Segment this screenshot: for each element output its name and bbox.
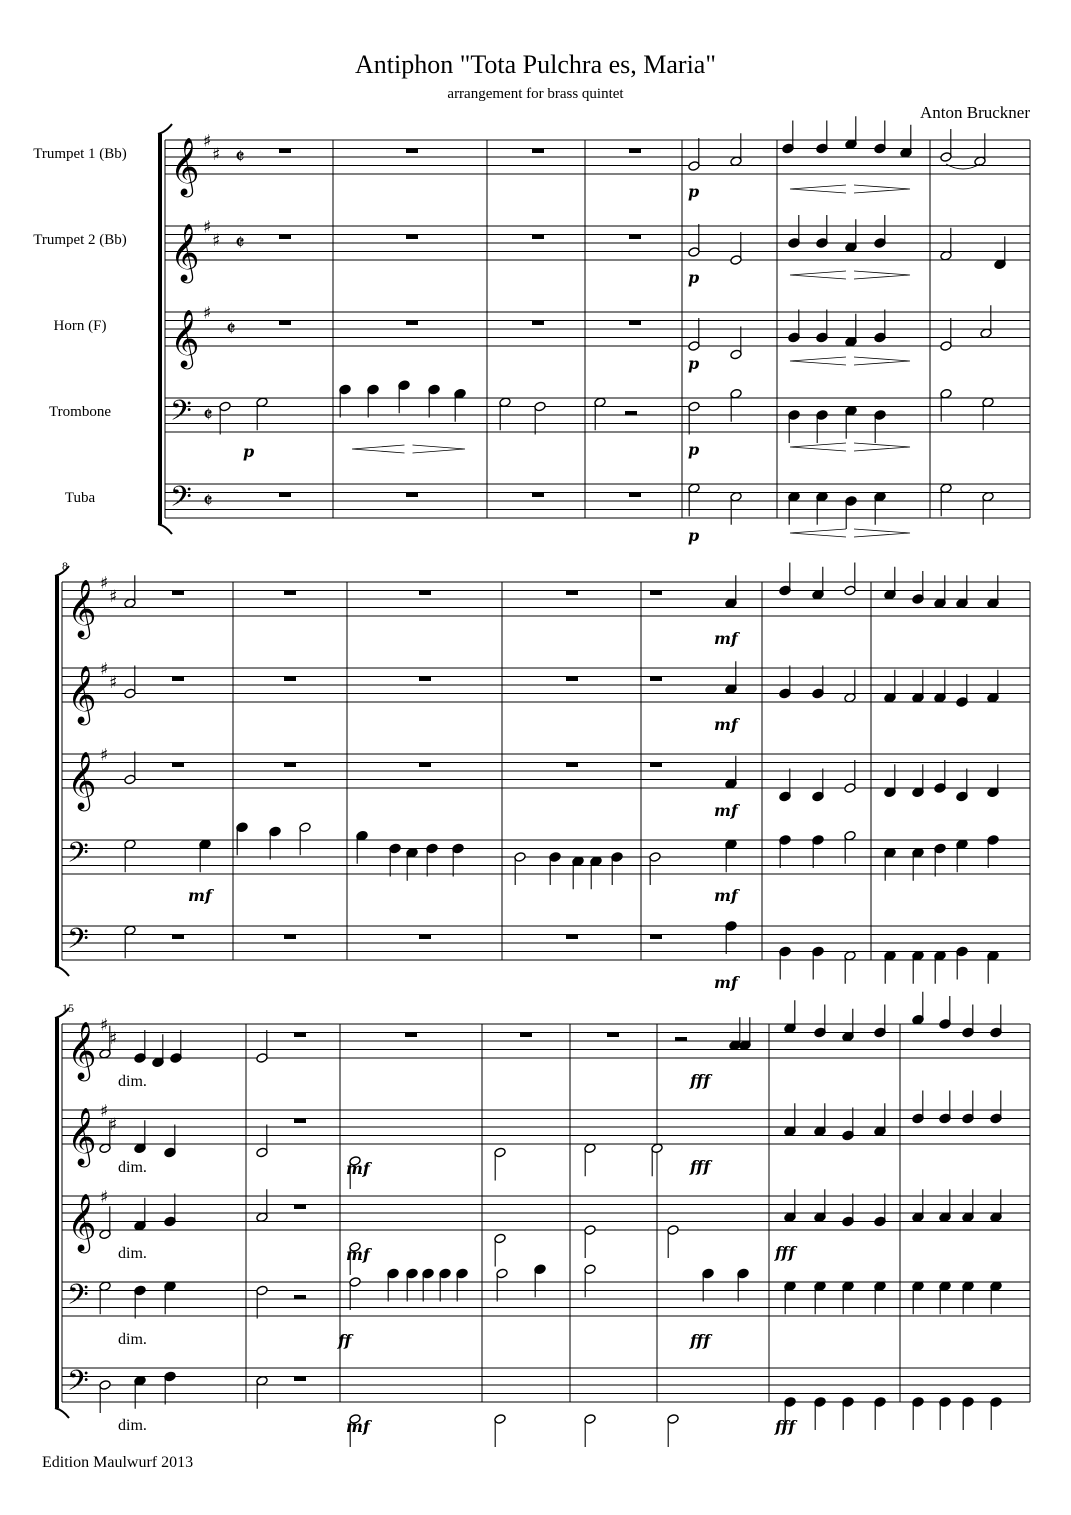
system-bracket (55, 1018, 59, 1408)
bass-clef-icon: 𝄢 (170, 480, 192, 521)
instrument-label-trumpet-1: Trumpet 1 (Bb) (33, 146, 127, 162)
whole-rest (629, 321, 641, 326)
dynamic-p: p (688, 440, 700, 459)
sharp-icon: ♯ (212, 230, 221, 251)
dynamic-fff: fff (775, 1417, 796, 1436)
whole-rest (406, 321, 418, 326)
dim-marking: dim. (118, 1073, 147, 1090)
whole-rest (172, 763, 184, 768)
whole-rest (566, 677, 578, 682)
decrescendo-hairpin (854, 357, 910, 365)
whole-rest (650, 935, 662, 940)
dynamic-ff: ff (338, 1331, 352, 1350)
whole-rest (566, 935, 578, 940)
time-signature-cut-common: 𝄵 (203, 403, 213, 428)
sharp-icon: ♯ (100, 659, 109, 680)
whole-rest (629, 493, 641, 498)
dim-marking: dim. (118, 1417, 147, 1434)
whole-rest (650, 763, 662, 768)
whole-rest (172, 677, 184, 682)
bass-clef-icon: 𝄢 (67, 922, 89, 963)
whole-rest (419, 591, 431, 596)
whole-rest (294, 1119, 306, 1124)
whole-rest (284, 935, 296, 940)
whole-rest (566, 591, 578, 596)
score-title: Antiphon "Tota Pulchra es, Maria" (355, 50, 716, 79)
whole-rest (294, 1205, 306, 1210)
whole-rest (279, 493, 291, 498)
whole-rest (279, 235, 291, 240)
tie (946, 164, 980, 169)
decrescendo-hairpin (854, 271, 910, 279)
treble-clef-icon: 𝄞 (67, 1107, 97, 1165)
whole-rest (405, 1033, 417, 1038)
dynamic-fff: fff (690, 1331, 711, 1350)
dynamic-mf: mf (714, 973, 738, 992)
crescendo-hairpin (790, 357, 846, 365)
whole-rest (532, 493, 544, 498)
instrument-label-horn: Horn (F) (53, 318, 107, 334)
dynamic-mf: mf (188, 886, 212, 905)
dim-marking: dim. (118, 1245, 147, 1262)
treble-clef-icon: 𝄞 (67, 1021, 97, 1079)
sharp-icon: ♯ (203, 303, 212, 324)
whole-rest (419, 677, 431, 682)
instrument-label-tuba: Tuba (64, 490, 96, 506)
bracket-top (158, 124, 172, 134)
whole-rest (419, 935, 431, 940)
bass-clef-icon: 𝄢 (67, 1364, 89, 1405)
treble-clef-icon: 𝄞 (67, 751, 97, 809)
crescendo-hairpin (790, 443, 846, 451)
sharp-icon: ♯ (212, 144, 221, 165)
whole-rest (629, 149, 641, 154)
dynamic-p: p (688, 182, 700, 201)
whole-rest (566, 763, 578, 768)
whole-rest (406, 493, 418, 498)
dynamic-fff: fff (690, 1157, 711, 1176)
system-bracket (55, 576, 59, 966)
whole-rest (419, 763, 431, 768)
dim-marking: dim. (118, 1159, 147, 1176)
bracket-bottom (55, 966, 69, 976)
decrescendo-hairpin (854, 529, 910, 537)
whole-rest (294, 1377, 306, 1382)
bracket-bottom (158, 524, 172, 534)
whole-rest (520, 1033, 532, 1038)
decrescendo-hairpin (854, 443, 910, 451)
sharp-icon: ♯ (109, 586, 118, 607)
dynamic-mf: mf (714, 715, 738, 734)
whole-rest (650, 591, 662, 596)
dynamic-mf: mf (346, 1417, 370, 1436)
treble-clef-icon: 𝄞 (67, 1193, 97, 1251)
crescendo-hairpin (790, 185, 846, 193)
bass-clef-icon: 𝄢 (67, 1278, 89, 1319)
treble-clef-icon: 𝄞 (170, 223, 200, 281)
system-bracket (158, 134, 162, 524)
instrument-label-trombone: Trombone (49, 404, 111, 420)
crescendo-hairpin (352, 445, 405, 453)
whole-rest (607, 1033, 619, 1038)
sharp-icon: ♯ (109, 1114, 118, 1135)
dynamic-mf: mf (714, 629, 738, 648)
whole-rest (294, 1033, 306, 1038)
sharp-icon: ♯ (100, 573, 109, 594)
whole-rest (532, 321, 544, 326)
composer-name: Anton Bruckner (919, 103, 1030, 122)
sharp-icon: ♯ (100, 1015, 109, 1036)
score-subtitle: arrangement for brass quintet (447, 86, 624, 102)
half-rest (625, 411, 637, 416)
bass-clef-icon: 𝄢 (67, 836, 89, 877)
sharp-icon: ♯ (100, 745, 109, 766)
decrescendo-hairpin (854, 185, 910, 193)
whole-rest (629, 235, 641, 240)
sharp-icon: ♯ (203, 131, 212, 152)
treble-clef-icon: 𝄞 (67, 579, 97, 637)
treble-clef-icon: 𝄞 (170, 309, 200, 367)
bass-clef-icon: 𝄢 (170, 394, 192, 435)
sharp-icon: ♯ (203, 217, 212, 238)
dynamic-p: p (243, 442, 255, 461)
crescendo-hairpin (790, 271, 846, 279)
dynamic-mf: mf (714, 801, 738, 820)
treble-clef-icon: 𝄞 (67, 665, 97, 723)
dynamic-p: p (688, 526, 700, 545)
whole-rest (279, 321, 291, 326)
whole-rest (284, 763, 296, 768)
dynamic-p: p (688, 354, 700, 373)
dynamic-fff: fff (775, 1243, 796, 1262)
whole-rest (406, 235, 418, 240)
dynamic-fff: fff (690, 1071, 711, 1090)
dynamic-mf: mf (346, 1245, 370, 1264)
time-signature-cut-common: 𝄵 (235, 145, 245, 170)
time-signature-cut-common: 𝄵 (203, 489, 213, 514)
decrescendo-hairpin (413, 445, 466, 453)
dynamic-mf: mf (714, 886, 738, 905)
whole-rest (172, 935, 184, 940)
edition-footer: Edition Maulwurf 2013 (42, 1454, 194, 1471)
dim-marking: dim. (118, 1331, 147, 1348)
whole-rest (406, 149, 418, 154)
dynamic-p: p (688, 268, 700, 287)
whole-rest (532, 149, 544, 154)
measure-number: 15 (62, 1001, 74, 1015)
sharp-icon: ♯ (100, 1101, 109, 1122)
bracket-bottom (55, 1408, 69, 1418)
dynamic-mf: mf (346, 1159, 370, 1178)
whole-rest (650, 677, 662, 682)
measure-number: 8 (62, 559, 68, 573)
half-rest (294, 1295, 306, 1300)
time-signature-cut-common: 𝄵 (226, 317, 236, 342)
sharp-icon: ♯ (100, 1187, 109, 1208)
time-signature-cut-common: 𝄵 (235, 231, 245, 256)
whole-rest (532, 235, 544, 240)
whole-rest (172, 591, 184, 596)
crescendo-hairpin (790, 529, 846, 537)
whole-rest (284, 677, 296, 682)
half-rest (675, 1037, 687, 1042)
whole-rest (284, 591, 296, 596)
whole-rest (279, 149, 291, 154)
sharp-icon: ♯ (109, 672, 118, 693)
sharp-icon: ♯ (109, 1028, 118, 1049)
instrument-label-trumpet-2: Trumpet 2 (Bb) (33, 232, 127, 248)
treble-clef-icon: 𝄞 (170, 137, 200, 195)
